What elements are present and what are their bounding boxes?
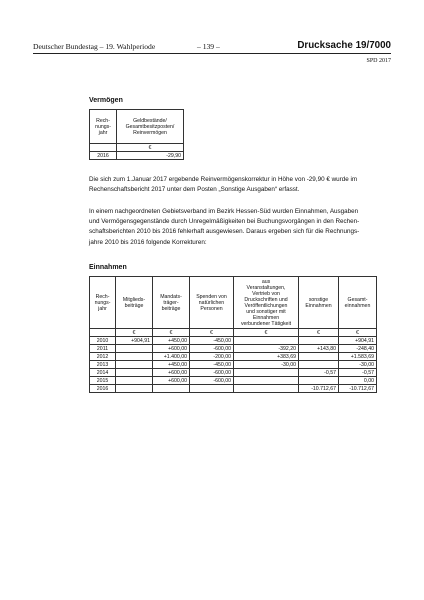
table-row <box>90 377 377 385</box>
table-row <box>90 385 377 393</box>
row-value <box>116 353 153 361</box>
page-header <box>33 41 391 53</box>
row-value: +600,00 <box>153 345 190 353</box>
row-value: -0,57 <box>299 369 339 377</box>
row-value: +600,00 <box>153 369 190 377</box>
row-value <box>116 385 153 393</box>
col-header-year: Rech- nungs- jahr <box>90 277 116 329</box>
row-value: -248,40 <box>339 345 377 353</box>
col-header-donations: Spenden von natürlichen Personen <box>190 277 234 329</box>
row-value: -600,00 <box>190 377 234 385</box>
row-year: 2014 <box>90 369 116 377</box>
einnahmen-unit-row: € € € € € € <box>90 329 377 337</box>
row-value: -392,20 <box>234 345 299 353</box>
row-value <box>299 361 339 369</box>
row-year: 2015 <box>90 377 116 385</box>
row-value: -10.712,67 <box>339 385 377 393</box>
vermoegen-value: -29,90 <box>117 152 184 160</box>
einnahmen-table <box>89 276 377 393</box>
row-year: 2013 <box>90 361 116 369</box>
row-value: -450,00 <box>190 361 234 369</box>
row-value <box>234 337 299 345</box>
col-header-mandate-fees: Mandats- träger- beiträge <box>153 277 190 329</box>
row-value <box>190 385 234 393</box>
row-value: -10.712,67 <box>299 385 339 393</box>
einnahmen-heading: Einnahmen <box>89 264 127 271</box>
row-value: +143,80 <box>299 345 339 353</box>
vermoegen-col-value: Geldbestände/ Gesamtbesitzposten/ Reinvermögen <box>117 110 184 144</box>
header-party: SPD 2017 <box>366 58 391 64</box>
row-value: -0,57 <box>339 369 377 377</box>
row-value: +600,00 <box>153 377 190 385</box>
row-value <box>234 385 299 393</box>
header-page-number: – 139 – <box>197 42 220 51</box>
row-value <box>116 361 153 369</box>
row-value: +383,69 <box>234 353 299 361</box>
row-year: 2012 <box>90 353 116 361</box>
paragraph-correction-note: Die sich zum 1.Januar 2017 ergebende Reinvermögenskorrektur in Höhe von -29,90 € wurde im Rechenschaftsbericht 2017 unter dem Posten „Sonstige Ausgaben“ erfasst. <box>89 176 358 194</box>
header-rule <box>33 53 391 54</box>
table-row <box>90 353 377 361</box>
row-value <box>116 369 153 377</box>
row-value <box>116 377 153 385</box>
row-value: -30,00 <box>234 361 299 369</box>
row-year: 2011 <box>90 345 116 353</box>
einnahmen-body <box>90 337 377 393</box>
row-value <box>299 337 339 345</box>
header-parliament: Deutscher Bundestag – 19. Wahlperiode <box>33 42 156 51</box>
row-value: +904,91 <box>116 337 153 345</box>
row-value: -200,00 <box>190 353 234 361</box>
table-row <box>90 361 377 369</box>
row-year: 2010 <box>90 337 116 345</box>
table-row <box>90 337 377 345</box>
paragraph-hessen-sued: In einem nachgeordneten Gebietsverband im Bezirk Hessen-Süd wurden Einnahmen, Ausgaben und Vermögensgegenstände durch Unregelmäßigkeiten bei Buchungsvorgängen in den Rechen- schaftsberichten 2010 bis 2016 fehlerhaft ausgewiesen. Daraus ergeben sich für die Rechnungs- jahre 2010 bis 2016 folgende Korrekturen: <box>89 208 360 246</box>
row-value <box>234 377 299 385</box>
row-value <box>299 377 339 385</box>
table-row <box>90 369 377 377</box>
row-value: -600,00 <box>190 369 234 377</box>
einnahmen-header-row <box>90 277 377 329</box>
vermoegen-table <box>89 109 184 160</box>
row-value: +450,00 <box>153 337 190 345</box>
col-header-other-income: sonstige Einnahmen <box>299 277 339 329</box>
col-header-total-income: Gesamt- einnahmen <box>339 277 377 329</box>
row-year: 2016 <box>90 385 116 393</box>
row-value: +904,91 <box>339 337 377 345</box>
row-value: 0,00 <box>339 377 377 385</box>
row-value <box>116 345 153 353</box>
row-value: +450,00 <box>153 361 190 369</box>
row-value <box>234 369 299 377</box>
vermoegen-heading: Vermögen <box>89 97 123 104</box>
row-value: -30,00 <box>339 361 377 369</box>
row-value: -600,00 <box>190 345 234 353</box>
header-document-number: Drucksache 19/7000 <box>297 40 391 51</box>
row-value: +1.400,00 <box>153 353 190 361</box>
table-row <box>90 152 184 160</box>
vermoegen-year: 2016 <box>90 152 117 160</box>
row-value <box>153 385 190 393</box>
col-header-member-fees: Mitglieds- beiträge <box>116 277 153 329</box>
col-header-events: aus Veranstaltungen, Vertrieb von Druckschriften und Veröffentlichungen und sonstiger mit Einnahmen verbundener Tätigkeit <box>234 277 299 329</box>
row-value <box>299 353 339 361</box>
table-row <box>90 345 377 353</box>
row-value: -450,00 <box>190 337 234 345</box>
row-value: +1.583,69 <box>339 353 377 361</box>
vermoegen-col-year: Rech- nungs- jahr <box>90 110 117 144</box>
vermoegen-unit: € <box>117 144 184 152</box>
